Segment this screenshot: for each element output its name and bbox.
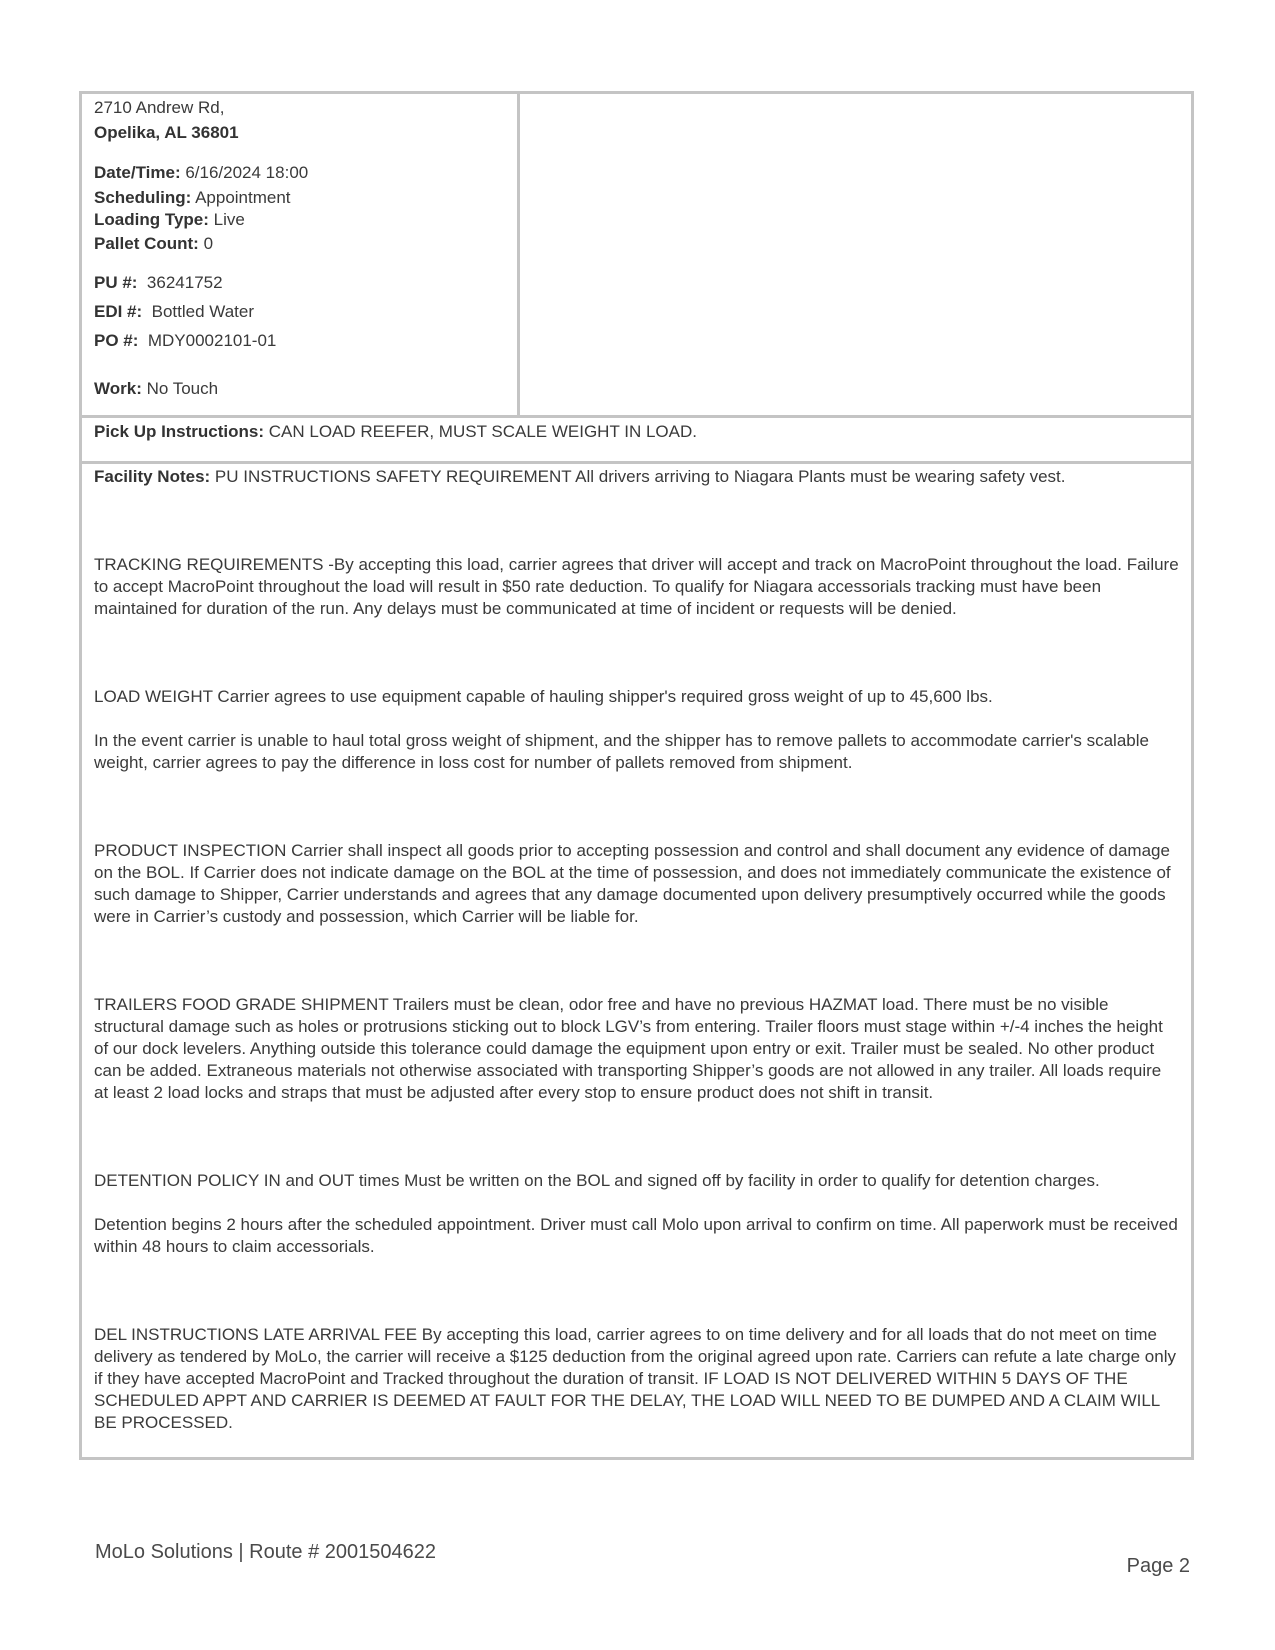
- tracking-requirements: TRACKING REQUIREMENTS -By accepting this load, carrier agrees that driver will accept and track on MacroPoint throughout the load. Failure to accept MacroPoint throughout the load will result in $50 rate deduction. To qualify for Niagara accessorials tracking must have been maintained for duration of the run. Any delays must be communicated at time of incident or requests will be denied.: [94, 555, 1179, 618]
- pu-number-field: [94, 268, 505, 297]
- address-line: 2710 Andrew Rd,: [94, 98, 225, 117]
- pickup-instructions-value: CAN LOAD REEFER, MUST SCALE WEIGHT IN LOAD.: [264, 422, 697, 441]
- datetime-label: Date/Time:: [94, 163, 181, 182]
- loading-type-label: Loading Type:: [94, 210, 209, 229]
- city-state-zip: Opelika, AL 36801: [94, 123, 239, 142]
- po-value: MDY0002101-01: [138, 331, 277, 350]
- pu-value: 36241752: [137, 273, 223, 292]
- stop-row: [82, 94, 1191, 418]
- detention-policy-2: Detention begins 2 hours after the scheduled appointment. Driver must call Molo upon arrival to confirm on time. All paperwork must be received within 48 hours to claim accessorials.: [94, 1215, 1178, 1256]
- scheduling-field: [94, 187, 505, 209]
- delivery-instructions: DEL INSTRUCTIONS LATE ARRIVAL FEE By accepting this load, carrier agrees to on time delivery and for all loads that do not meet on time delivery as tendered by MoLo, the carrier will receive a $125 deduction from the original agreed upon rate. Carriers can refute a late charge only if they have accepted MacroPoint and Tracked throughout the duration of transit. IF LOAD IS NOT DELIVERED WITHIN 5 DAYS OF THE SCHEDULED APPT AND CARRIER IS DEEMED AT FAULT FOR THE DELAY, THE LOAD WILL NEED TO BE DUMPED AND A CLAIM WILL BE PROCESSED.: [94, 1325, 1176, 1432]
- load-weight-paragraph-1: LOAD WEIGHT Carrier agrees to use equipment capable of hauling shipper's required gross weight of up to 45,600 lbs.: [94, 687, 993, 706]
- detention-policy-1: DETENTION POLICY IN and OUT times Must be written on the BOL and signed off by facility in order to qualify for detention charges.: [94, 1171, 1100, 1190]
- work-value: No Touch: [141, 379, 219, 398]
- load-details-table: [79, 91, 1194, 1460]
- empty-cell: [520, 94, 1191, 415]
- facility-notes-intro: Facility Notes: PU INSTRUCTIONS SAFETY REQUIREMENT All drivers arriving to Niagara Plants must be wearing safety vest.: [94, 467, 1066, 486]
- scheduling-value: Appointment: [191, 188, 291, 207]
- load-weight-paragraph-2: In the event carrier is unable to haul total gross weight of shipment, and the shipper has to remove pallets to accommodate carrier's scalable weight, carrier agrees to pay the difference in loss cost for number of pallets removed from shipment.: [94, 731, 1149, 772]
- scheduling-label: Scheduling:: [94, 188, 192, 207]
- edi-label: EDI #:: [94, 302, 143, 321]
- product-inspection: PRODUCT INSPECTION Carrier shall inspect all goods prior to accepting possession and control and shall document any evidence of damage on the BOL. If Carrier does not indicate damage on the BOL at the time of possession, and does not immediately communicate the existence of such damage to Shipper, Carrier understands and agrees that any damage documented upon delivery presumptively occurred while the goods were in Carrier’s custody and possession, which Carrier will be liable for.: [94, 841, 1171, 926]
- po-label: PO #:: [94, 331, 139, 350]
- trailers-food-grade: TRAILERS FOOD GRADE SHIPMENT Trailers must be clean, odor free and have no previous HAZMAT load. There must be no visible structural damage such as holes or protrusions sticking out to block LGV’s from entering. Trailer floors must stage within +/-4 inches the height of our dock levelers. Anything outside this tolerance could damage the equipment upon entry or exit. Trailer must be sealed. No other product can be added. Extraneous materials not otherwise associated with transporting Shipper’s goods are not allowed in any trailer. All loads require at least 2 load locks and straps that must be adjusted after every stop to ensure product does not shift in transit.: [94, 995, 1163, 1102]
- work-label: Work:: [94, 379, 142, 398]
- facility-notes-cell: [82, 464, 1191, 1457]
- po-number-field: [94, 326, 505, 355]
- datetime-field: [94, 160, 505, 185]
- edi-value: Bottled Water: [142, 302, 254, 321]
- pickup-instructions-label: Pick Up Instructions:: [94, 422, 265, 441]
- datetime-value: 6/16/2024 18:00: [180, 163, 309, 182]
- edi-number-field: [94, 297, 505, 326]
- facility-notes-label: Facility Notes:: [94, 467, 211, 486]
- stop-details-cell: [82, 94, 520, 415]
- pickup-instructions-row: [82, 418, 1191, 464]
- footer-route: MoLo Solutions | Route # 2001504622: [95, 1541, 437, 1563]
- loading-type-field: [94, 209, 505, 231]
- pallet-count-field: [94, 231, 505, 256]
- pu-label: PU #:: [94, 273, 138, 292]
- loading-type-value: Live: [208, 210, 245, 229]
- page-number: Page 2: [1126, 1555, 1190, 1577]
- pallet-count-value: 0: [198, 234, 214, 253]
- work-field: [94, 376, 505, 401]
- pallet-count-label: Pallet Count:: [94, 234, 199, 253]
